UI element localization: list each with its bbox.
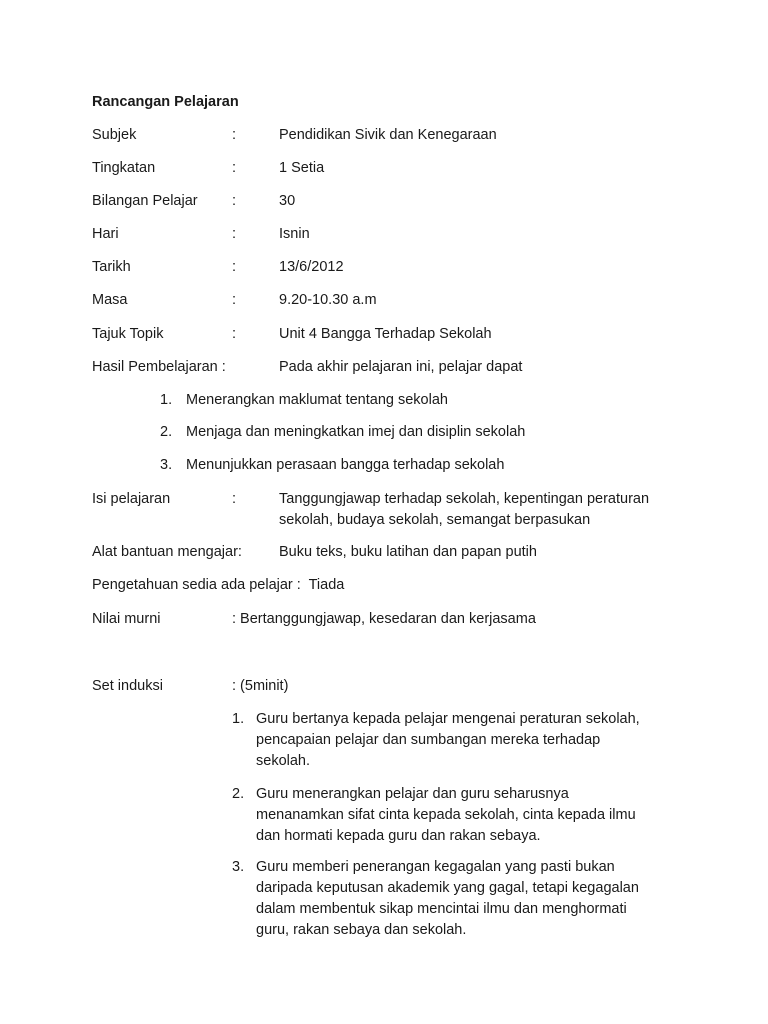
field-label: Tajuk Topik xyxy=(92,326,164,342)
field-colon: : xyxy=(232,326,237,342)
field-value: : (5minit) xyxy=(232,678,289,694)
objective-number: 1. xyxy=(160,392,173,408)
step-line: Guru menerangkan pelajar dan guru seharusnya xyxy=(256,786,569,802)
step-number: 3. xyxy=(232,859,245,875)
step-number: 2. xyxy=(232,786,245,802)
field-colon: : xyxy=(232,160,237,176)
step-line: guru, rakan sebaya dan sekolah. xyxy=(256,922,467,938)
field-value: : Bertanggungjawap, kesedaran dan kerjasama xyxy=(232,611,536,627)
field-value: 30 xyxy=(279,193,296,209)
objective-text: Menjaga dan meningkatkan imej dan disiplin sekolah xyxy=(186,424,526,440)
step-text xyxy=(256,784,686,847)
objective-text: Menerangkan maklumat tentang sekolah xyxy=(186,392,448,408)
objective-text: Menunjukkan perasaan bangga terhadap sekolah xyxy=(186,457,505,473)
field-value: Pada akhir pelajaran ini, pelajar dapat xyxy=(279,359,523,375)
step-line: dan hormati kepada guru dan rakan sebaya. xyxy=(256,828,541,844)
field-label: Hari xyxy=(92,226,119,242)
step-number: 1. xyxy=(232,711,245,727)
step-line: pencapaian pelajar dan sumbangan mereka terhadap xyxy=(256,732,601,748)
field-label: Set induksi xyxy=(92,678,163,694)
field-value: 9.20-10.30 a.m xyxy=(279,292,377,308)
field-label: Isi pelajaran xyxy=(92,491,171,507)
field-colon: : xyxy=(232,127,237,143)
field-value: Buku teks, buku latihan dan papan putih xyxy=(279,544,537,560)
step-line: sekolah. xyxy=(256,753,311,769)
objective-number: 2. xyxy=(160,424,173,440)
step-line: menanamkan sifat cinta kepada sekolah, cinta kepada ilmu xyxy=(256,807,636,823)
field-label: Alat bantuan mengajar: xyxy=(92,544,242,560)
step-line: daripada keputusan akademik yang gagal, tetapi kegagalan xyxy=(256,880,639,896)
step-line: Guru bertanya kepada pelajar mengenai peraturan sekolah, xyxy=(256,711,640,727)
step-text xyxy=(256,709,686,772)
step-line: dalam membentuk sikap mencintai ilmu dan menghormati xyxy=(256,901,627,917)
field-value: 13/6/2012 xyxy=(279,259,344,275)
field-value-line2: sekolah, budaya sekolah, semangat berpasukan xyxy=(279,512,591,528)
field-value: Isnin xyxy=(279,226,310,242)
field-colon: : xyxy=(232,226,237,242)
field-label: Nilai murni xyxy=(92,611,161,627)
document-title: Rancangan Pelajaran xyxy=(92,94,239,110)
field-colon: : xyxy=(232,292,237,308)
field-colon: : xyxy=(232,259,237,275)
field-label: Masa xyxy=(92,292,128,308)
field-colon: : xyxy=(232,193,237,209)
field-label: Tarikh xyxy=(92,259,131,275)
field-value: Pendidikan Sivik dan Kenegaraan xyxy=(279,127,497,143)
step-text xyxy=(256,857,686,941)
field-label: Hasil Pembelajaran : xyxy=(92,359,226,375)
field-label: Subjek xyxy=(92,127,137,143)
field-label: Bilangan Pelajar xyxy=(92,193,198,209)
objective-number: 3. xyxy=(160,457,173,473)
field-colon: : xyxy=(232,491,237,507)
field-value: Unit 4 Bangga Terhadap Sekolah xyxy=(279,326,492,342)
field-value-line1: Tanggungjawap terhadap sekolah, kepentingan peraturan xyxy=(279,491,650,507)
field-text: Pengetahuan sedia ada pelajar : Tiada xyxy=(92,577,345,593)
field-value: 1 Setia xyxy=(279,160,325,176)
step-line: Guru memberi penerangan kegagalan yang pasti bukan xyxy=(256,859,615,875)
field-label: Tingkatan xyxy=(92,160,156,176)
